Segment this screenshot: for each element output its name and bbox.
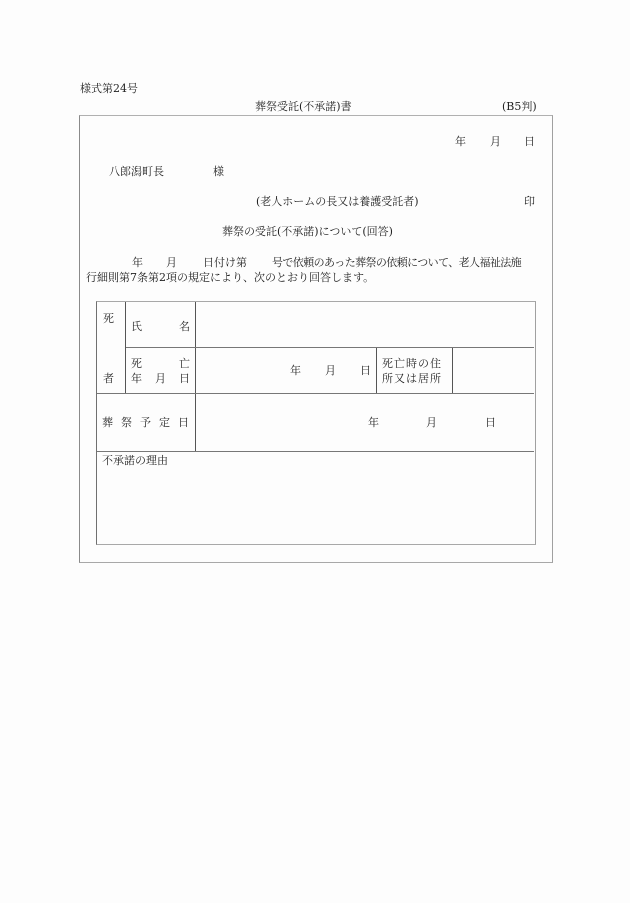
- funeral-date-label-5: 日: [178, 416, 189, 429]
- name-input[interactable]: [196, 302, 533, 347]
- body-day-ref: 日付け第: [203, 256, 247, 269]
- death-date-year: 年: [290, 364, 301, 377]
- table-divider: [376, 347, 377, 393]
- form-number: 様式第24号: [80, 82, 138, 95]
- deceased-label-top: 死: [103, 312, 114, 325]
- date-year: 年: [455, 135, 466, 148]
- death-date-label-year: 年: [131, 372, 142, 385]
- funeral-date-year: 年: [368, 416, 379, 429]
- seal-mark: 印: [524, 195, 535, 208]
- deceased-label-bottom: 者: [103, 372, 114, 385]
- body-line2: 行細則第7条第2項の規定により、次のとおり回答します。: [86, 271, 375, 284]
- funeral-date-day: 日: [485, 416, 496, 429]
- death-date-label-day: 日: [179, 372, 190, 385]
- date-month: 月: [490, 135, 501, 148]
- table-divider: [97, 451, 534, 452]
- form-title: 葬祭受託(不承諾)書: [255, 100, 352, 113]
- death-date-day: 日: [360, 364, 371, 377]
- refusal-reason-label: 不承諾の理由: [102, 454, 168, 467]
- addressee: 八郎潟町長: [109, 165, 164, 178]
- funeral-date-label-4: 定: [159, 416, 170, 429]
- funeral-date-label-3: 予: [140, 416, 151, 429]
- subject-line: 葬祭の受託(不承諾)について(回答): [222, 225, 393, 238]
- funeral-date-label-1: 葬: [102, 416, 113, 429]
- body-month: 月: [166, 256, 177, 269]
- body-line1-rest: 号で依頼のあった葬祭の依頼について、老人福祉法施: [272, 256, 522, 269]
- death-date-label-month: 月: [155, 372, 166, 385]
- sender-label: (老人ホームの長又は養護受託者): [256, 195, 419, 208]
- funeral-date-month: 月: [426, 416, 437, 429]
- date-day: 日: [524, 135, 535, 148]
- death-date-label-1-right: 亡: [179, 357, 190, 370]
- name-label-right: 名: [179, 320, 190, 333]
- funeral-date-label-2: 祭: [121, 416, 132, 429]
- death-date-month: 月: [325, 364, 336, 377]
- refusal-reason-input[interactable]: [97, 470, 533, 542]
- body-year: 年: [132, 256, 143, 269]
- honorific: 様: [213, 165, 224, 178]
- death-date-label-1-left: 死: [131, 357, 142, 370]
- address-label-1: 死亡時の住: [382, 357, 442, 370]
- paper-size: (B5判): [502, 100, 537, 113]
- address-label-2: 所又は居所: [382, 372, 442, 385]
- name-label-left: 氏: [131, 320, 142, 333]
- table-divider: [97, 393, 534, 394]
- address-input[interactable]: [453, 348, 533, 393]
